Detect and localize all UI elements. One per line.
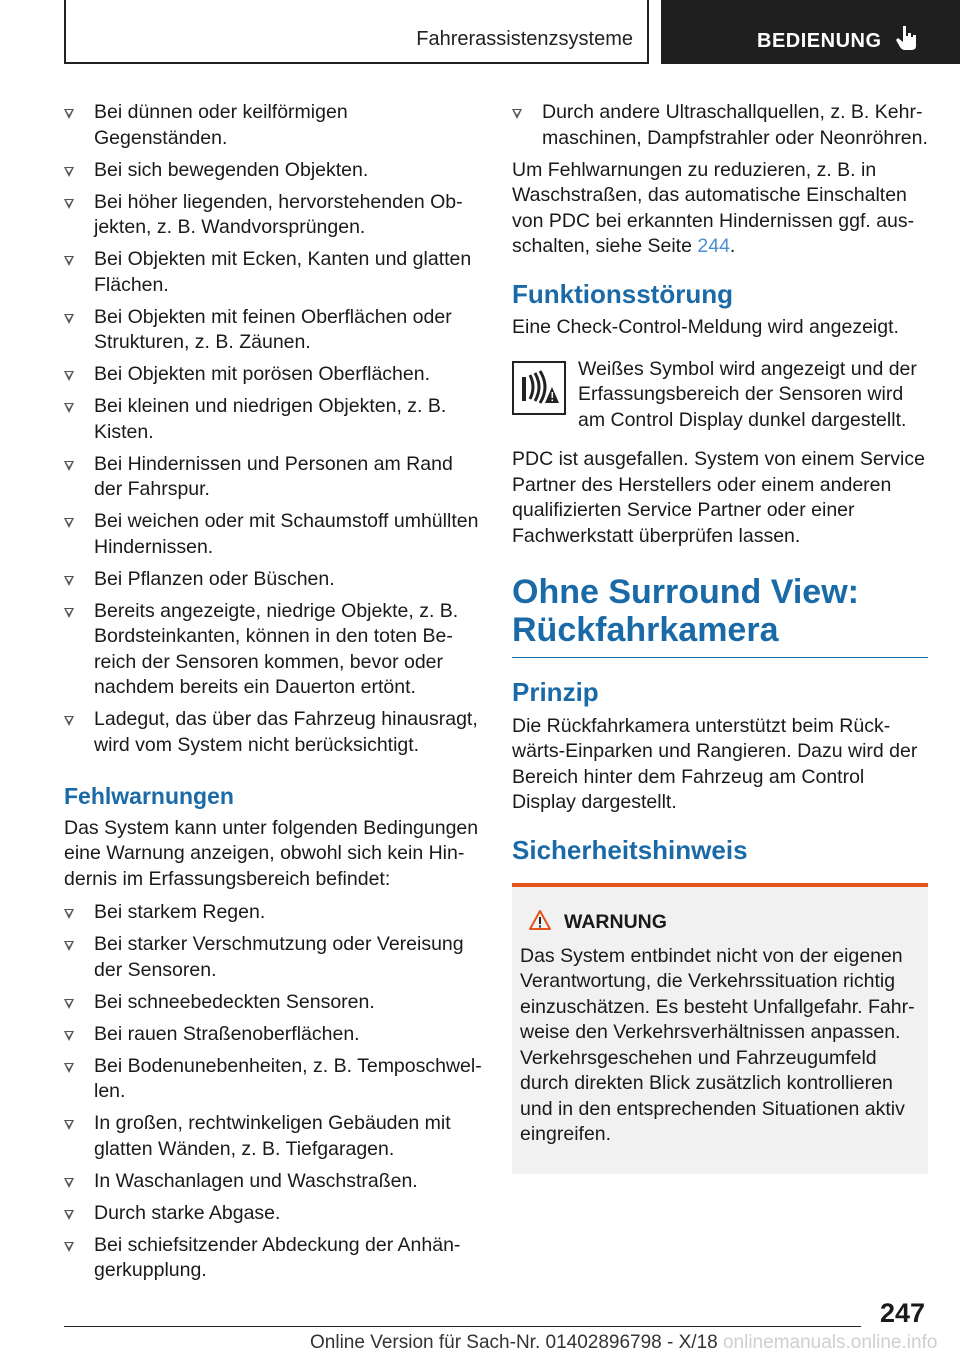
chapter-heading-line-1: Ohne Surround View: bbox=[512, 573, 859, 611]
false-warnings-list bbox=[64, 900, 482, 1284]
header-chapter-box bbox=[661, 0, 960, 64]
triangle-bullet-icon bbox=[64, 109, 74, 119]
triangle-bullet-icon bbox=[64, 167, 74, 177]
list-item: In Waschanlagen und Waschstraßen. bbox=[64, 1169, 482, 1195]
list-item: Bei dünnen oder keilförmigen Gegenständen. bbox=[64, 100, 482, 151]
header-section-title: Fahrerassistenzsysteme bbox=[416, 28, 633, 50]
funktionsstoerung-intro: Eine Check-Control-Meldung wird angezeigt. bbox=[512, 316, 899, 338]
header-chapter-title: BEDIENUNG bbox=[757, 30, 882, 52]
funktionsstoerung-heading: Funktionsstörung bbox=[512, 278, 733, 309]
list-item: Bei Objekten mit feinen Oberflächen oder Strukturen, z. B. Zäunen. bbox=[64, 305, 482, 356]
warning-box bbox=[512, 883, 928, 1174]
list-item: In großen, rechtwinkeligen Gebäuden mit glatten Wänden, z. B. Tiefgaragen. bbox=[64, 1111, 482, 1162]
triangle-bullet-icon bbox=[64, 1242, 74, 1252]
prinzip-heading: Prinzip bbox=[512, 677, 599, 707]
triangle-bullet-icon bbox=[64, 461, 74, 471]
triangle-bullet-icon bbox=[64, 941, 74, 951]
triangle-bullet-icon bbox=[64, 909, 74, 919]
chapter-heading bbox=[512, 573, 928, 658]
page-number: 247 bbox=[880, 1298, 926, 1328]
list-item: Bei Bodenunebenheiten, z. B. Temposchwellen. bbox=[64, 1054, 482, 1105]
triangle-bullet-icon bbox=[64, 1031, 74, 1041]
prinzip-text: Die Rückfahrkamera unterstützt beim Rückwärts-Einparken und Rangieren. Dazu wird der Bereich hinter dem Fahrzeug am Control Display dargestellt. bbox=[512, 714, 918, 813]
list-item: Bei Pflanzen oder Büschen. bbox=[64, 567, 482, 593]
fehlwarnungen-heading: Fehlwarnungen bbox=[64, 783, 234, 809]
left-column bbox=[64, 100, 482, 1290]
list-item: Bei rauen Straßenoberflächen. bbox=[64, 1022, 482, 1048]
list-item: Bei schneebedeckten Sensoren. bbox=[64, 990, 482, 1016]
warning-triangle-icon bbox=[528, 909, 552, 931]
list-item: Bei Objekten mit Ecken, Kanten und glatten Flächen. bbox=[64, 247, 482, 298]
triangle-bullet-icon bbox=[64, 1120, 74, 1130]
fehlwarnungen-intro: Das System kann unter folgenden Bedingungen eine Warnung anzeigen, obwohl sich kein Hindernis im Erfassungsbereich befindet: bbox=[64, 816, 479, 890]
reduce-warnings-text: Um Fehlwarnungen zu reduzieren, z. B. in Waschstraßen, das automatische Einschalten von PDC bei erkannten Hindernissen ggf. ausschalten, siehe Seite 244. bbox=[512, 158, 915, 257]
list-item: Ladegut, das über das Fahrzeug hinausragt, wird vom System nicht berücksichtigt. bbox=[64, 707, 482, 758]
triangle-bullet-icon bbox=[64, 518, 74, 528]
sicherheitshinweis-heading: Sicherheitshinweis bbox=[512, 834, 748, 865]
list-item: Bei starker Verschmutzung oder Vereisung der Sensoren. bbox=[64, 932, 482, 983]
watermark-text: onlinemanuals.online.info bbox=[722, 1332, 938, 1353]
symbol-description: Weißes Symbol wird angezeigt und der Erfassungsbereich der Sensoren wird am Control Display dunkel dargestellt. bbox=[578, 357, 917, 431]
list-item: Bei kleinen und niedrigen Objekten, z. B. Kisten. bbox=[64, 394, 482, 445]
list-item: Durch starke Abgase. bbox=[64, 1201, 482, 1227]
triangle-bullet-icon bbox=[64, 371, 74, 381]
list-item: Bei sich bewegenden Objekten. bbox=[64, 158, 482, 184]
triangle-bullet-icon bbox=[64, 199, 74, 209]
limits-list bbox=[64, 100, 482, 758]
symbol-row bbox=[512, 357, 928, 434]
warning-title-row bbox=[520, 909, 920, 936]
ultrasonic-list bbox=[512, 100, 928, 151]
triangle-bullet-icon bbox=[64, 314, 74, 324]
chapter-heading-line-2: Rückfahrkamera bbox=[512, 611, 779, 649]
list-item: Durch andere Ultraschallquellen, z. B. Kehrmaschinen, Dampfstrahler oder Neonröhren. bbox=[512, 100, 928, 151]
list-item: Bei höher liegenden, hervorstehenden Objekten, z. B. Wandvorsprüngen. bbox=[64, 190, 482, 241]
triangle-bullet-icon bbox=[64, 1178, 74, 1188]
footer-divider bbox=[64, 1326, 861, 1327]
footer-text bbox=[310, 1332, 937, 1354]
triangle-bullet-icon bbox=[64, 256, 74, 266]
list-item: Bei Hindernissen und Personen am Rand der Fahrspur. bbox=[64, 452, 482, 503]
triangle-bullet-icon bbox=[64, 716, 74, 726]
pdc-sensor-warning-icon bbox=[512, 361, 566, 415]
right-column bbox=[512, 100, 928, 1174]
triangle-bullet-icon bbox=[64, 608, 74, 618]
triangle-bullet-icon bbox=[64, 1210, 74, 1220]
list-item: Bei Objekten mit porösen Oberflächen. bbox=[64, 362, 482, 388]
triangle-bullet-icon bbox=[64, 403, 74, 413]
list-item: Bereits angezeigte, niedrige Objekte, z. B. Bordsteinkanten, können in den toten Bereich der Sensoren kommen, bevor oder nachdem bereits ein Dauerton ertönt. bbox=[64, 599, 482, 701]
warning-text: Das System entbindet nicht von der eigenen Verantwortung, die Verkehrssituation richtig einzuschätzen. Es besteht Unfallgefahr. Fahrweise den Verkehrsverhältnissen anpassen. Verkehrsgeschehen und Fahrzeugumfeld durch direkten Blick zusätzlich kontrollieren und in den entsprechenden Situationen aktiv eingreifen. bbox=[520, 944, 915, 1145]
hand-pointer-icon bbox=[894, 24, 920, 52]
warning-title: WARNUNG bbox=[564, 911, 667, 933]
triangle-bullet-icon bbox=[64, 1063, 74, 1073]
triangle-bullet-icon bbox=[512, 109, 522, 119]
online-version-text: Online Version für Sach-Nr. 01402896798 - X/18 bbox=[310, 1332, 718, 1353]
triangle-bullet-icon bbox=[64, 576, 74, 586]
pdc-failure-text: PDC ist ausgefallen. System von einem Service Partner des Herstellers oder einem anderen qualifizierten Service Partner oder einer Fachwerkstatt überprüfen lassen. bbox=[512, 448, 925, 547]
header-section-box bbox=[64, 0, 649, 64]
list-item: Bei weichen oder mit Schaumstoff umhüllten Hindernissen. bbox=[64, 509, 482, 560]
triangle-bullet-icon bbox=[64, 999, 74, 1009]
page-reference-link[interactable]: 244 bbox=[697, 235, 730, 257]
list-item: Bei starkem Regen. bbox=[64, 900, 482, 926]
list-item: Bei schiefsitzender Abdeckung der Anhängerkupplung. bbox=[64, 1233, 482, 1284]
